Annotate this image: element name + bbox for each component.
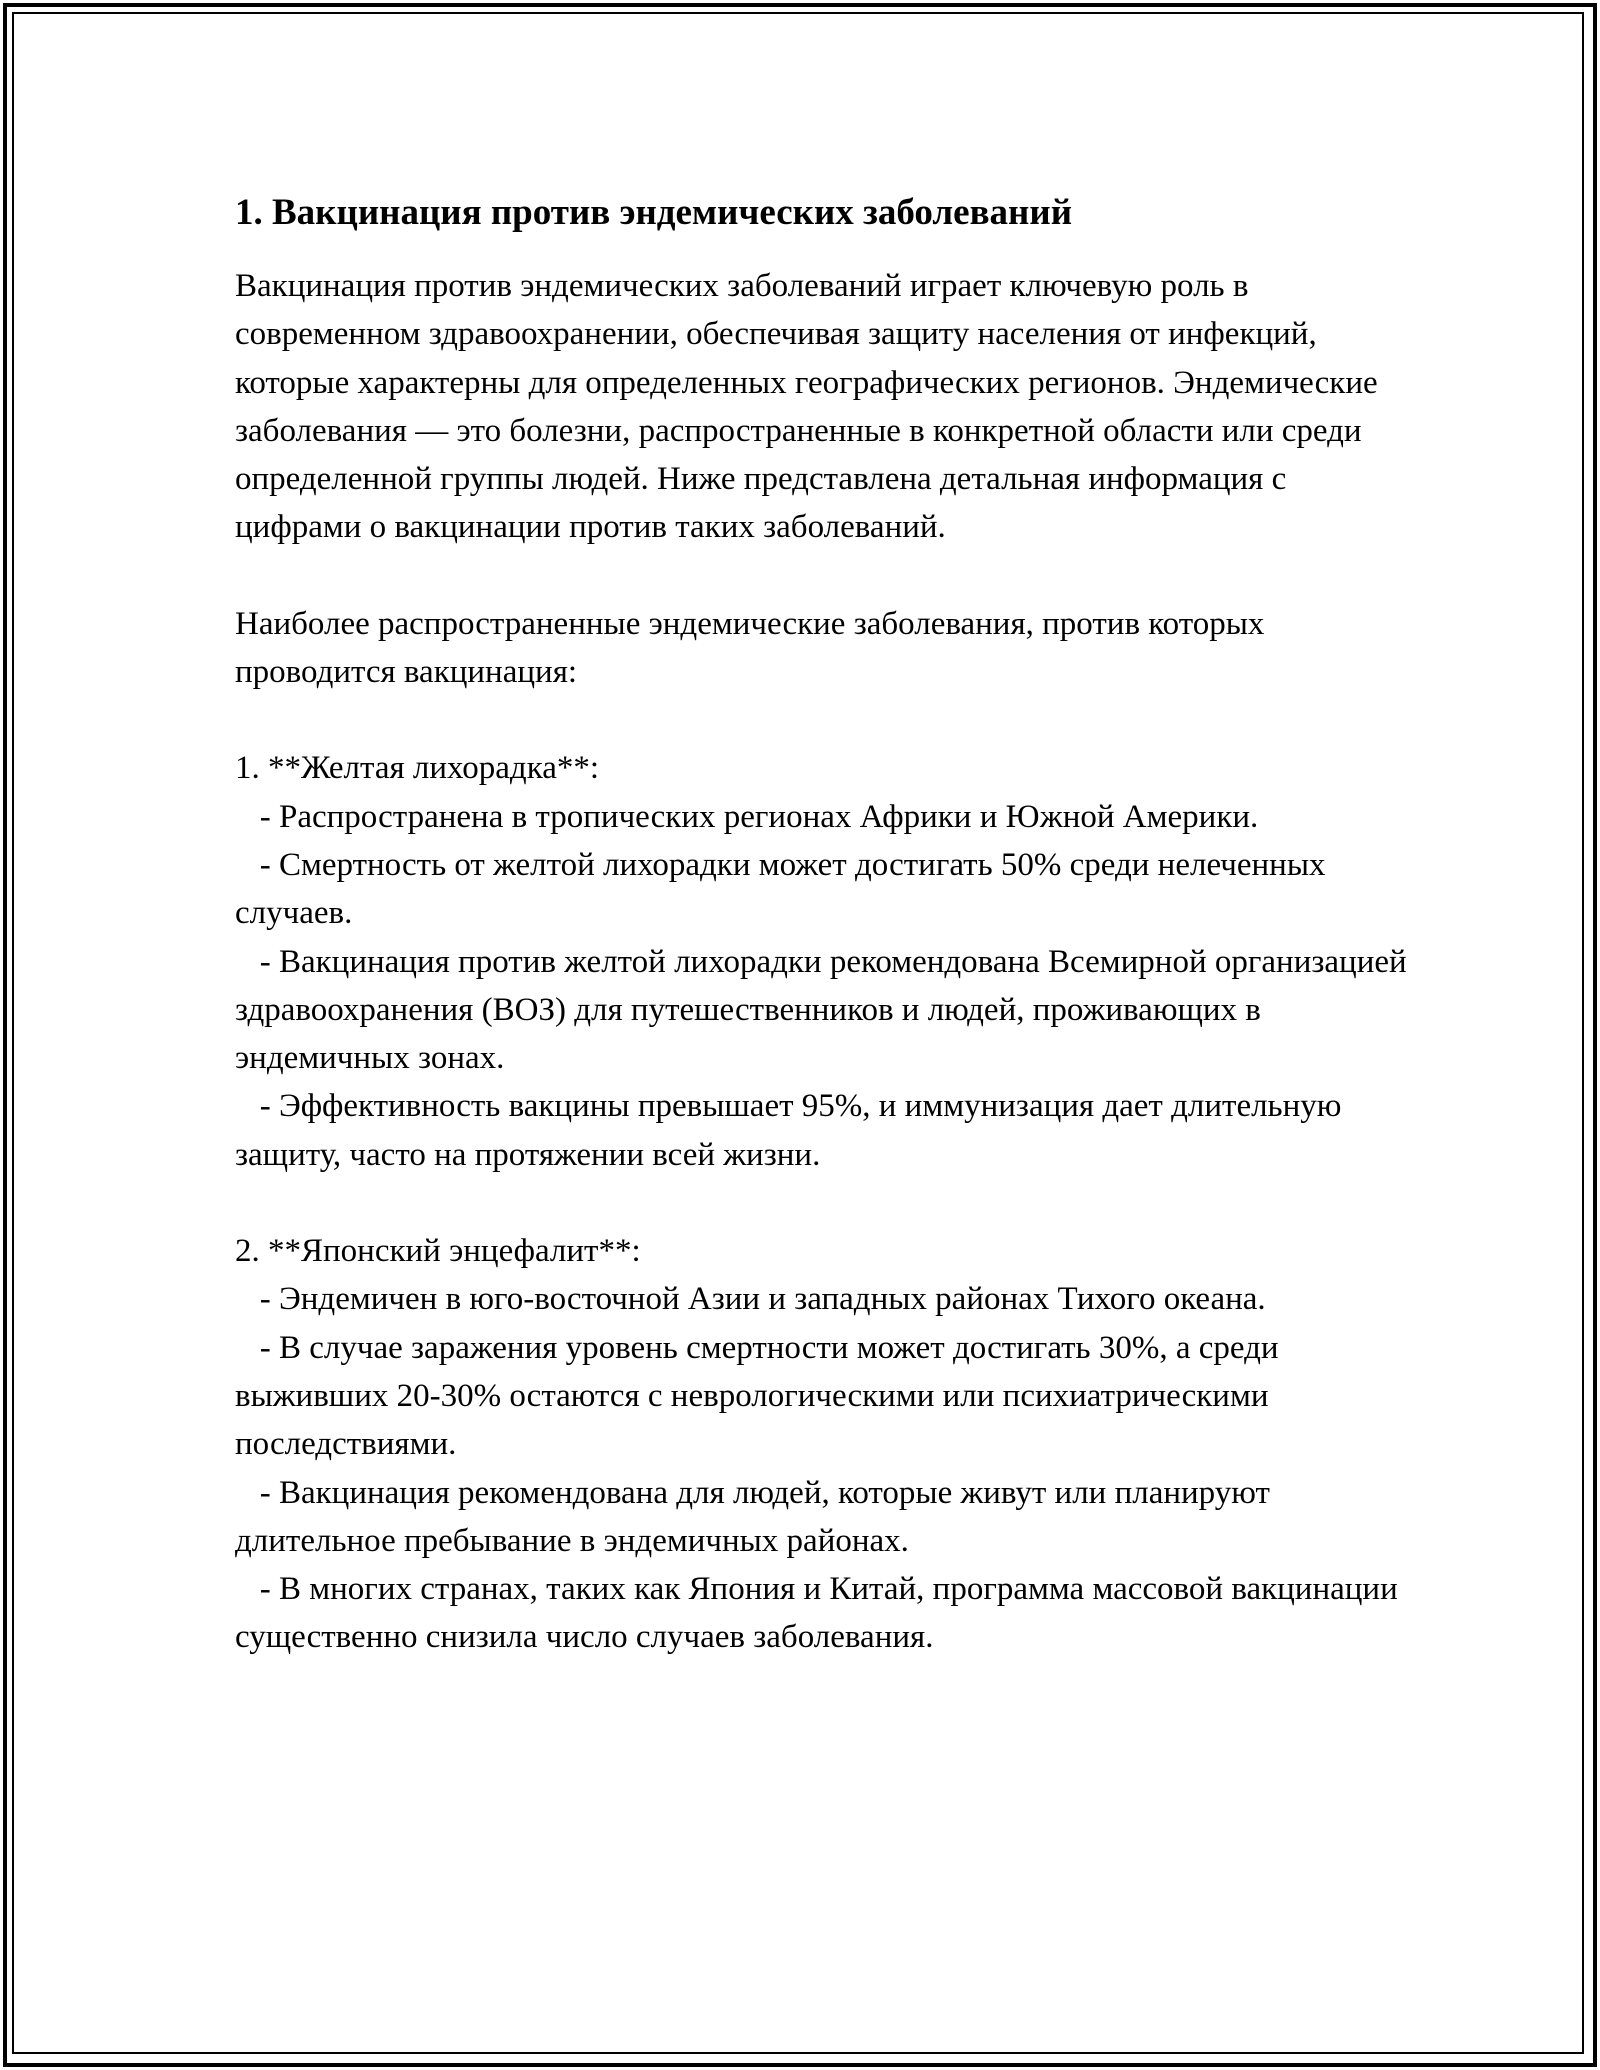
- disease-facts-list: [235, 793, 1415, 1179]
- section-heading: 1. Вакцинация против эндемических заболеваний: [235, 192, 1073, 233]
- fact-item: - Вакцинация против желтой лихорадки рекомендована Всемирной организацией здравоохранения (ВОЗ) для путешественников и людей, проживающих в эндемичных зонах.: [235, 943, 1407, 1077]
- fact-item: - Эффективность вакцины превышает 95%, и иммунизация дает длительную защиту, часто на протяжении всей жизни.: [235, 1088, 1342, 1173]
- fact-item: - Эндемичен в юго-восточной Азии и западных районах Тихого океана.: [259, 1281, 1266, 1318]
- fact-item: - В случае заражения уровень смертности может достигать 30%, а среди выживших 20-30% остаются с неврологическими или психиатрическими последствиями.: [235, 1329, 1279, 1463]
- fact-item: - В многих странах, таких как Япония и Китай, программа массовой вакцинации существенно снизила число случаев заболевания.: [235, 1571, 1398, 1656]
- fact-item: - Распространена в тропических регионах Африки и Южной Америки.: [259, 798, 1259, 835]
- disease-section-japanese-encephalitis: [235, 1227, 1415, 1662]
- fact-item: - Вакцинация рекомендована для людей, которые живут или планируют длительное пребывание в эндемичных районах.: [235, 1474, 1270, 1559]
- disease-facts-list: [235, 1275, 1415, 1661]
- document-body: [235, 188, 1415, 1662]
- lead-paragraph: Наиболее распространенные эндемические заболевания, против которых проводится вакцинация:: [235, 605, 1265, 691]
- disease-section-yellow-fever: [235, 744, 1415, 1179]
- fact-item: - Смертность от желтой лихорадки может достигать 50% среди нелеченных случаев.: [235, 846, 1326, 932]
- disease-title: 2. **Японский энцефалит**:: [235, 1233, 641, 1270]
- disease-title: 1. **Желтая лихорадка**:: [235, 750, 600, 787]
- intro-paragraph: Вакцинация против эндемических заболеваний играет ключевую роль в современном здравоохранении, обеспечивая защиту населения от инфекций, которые характерны для определенных географических регионов. Эндемические заболевания — это болезни, распространенные в конкретной области или среди определенной группы людей. Ниже представлена детальная информация с цифрами о вакцинации против таких заболеваний.: [235, 268, 1378, 546]
